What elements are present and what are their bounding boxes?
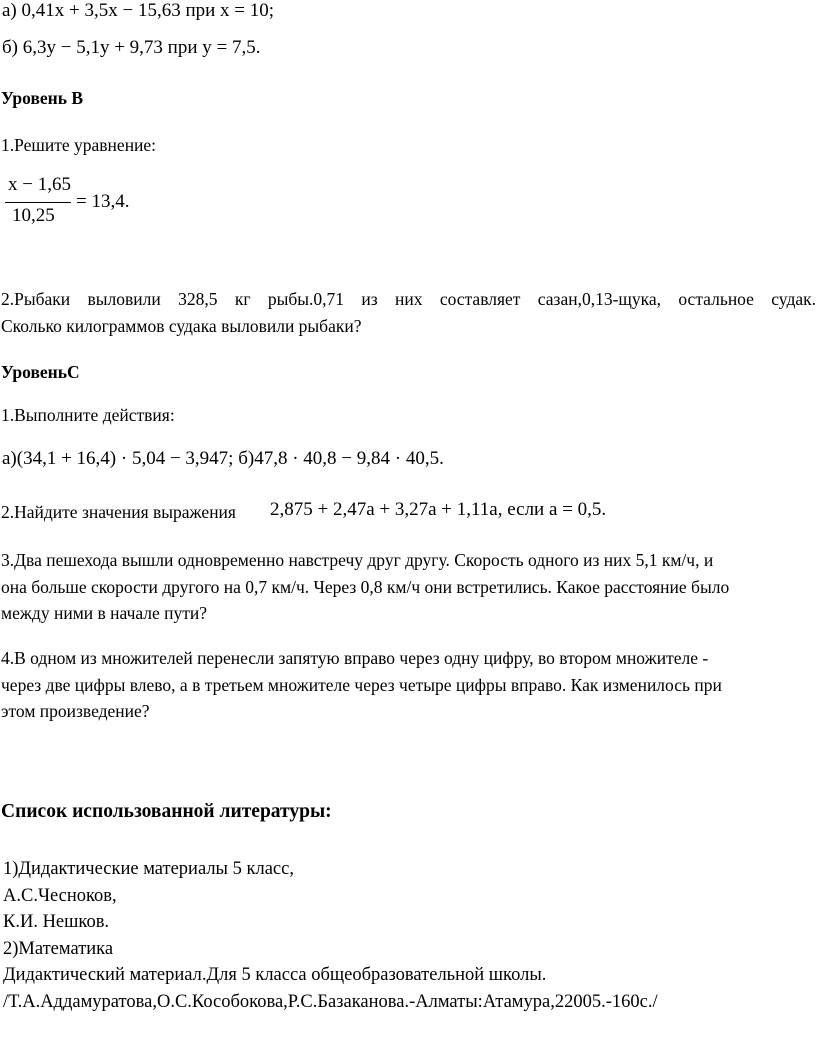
level-c-heading: УровеньС <box>1 362 80 382</box>
reference-line: /Т.А.Аддамуратова,О.С.Кособокова,Р.С.Базаканова.-Алматы:Атамура,22005.-160с./ <box>3 991 658 1012</box>
reference-line: К.И. Нешков. <box>3 912 110 932</box>
math-expression-b: б) 6,3y − 5,1y + 9,73 при y = 7,5. <box>2 37 261 58</box>
task3-line: 3.Два пешехода вышли одновременно навстречу друг другу. Скорость одного из них 5,1 км/ч, и <box>1 550 714 570</box>
level-b-heading: Уровень В <box>1 88 84 108</box>
reference-line: 1)Дидактические материалы 5 класс, <box>3 859 294 879</box>
references-heading: Список использованной литературы: <box>1 801 332 822</box>
level-c-task2-math: 2,875 + 2,47a + 3,27a + 1,11a, если a = 0,5. <box>270 499 607 520</box>
task4-line: этом произведение? <box>1 701 150 721</box>
fraction-numerator: x − 1,65 <box>8 174 71 195</box>
reference-line: А.С.Чесноков, <box>3 885 117 906</box>
fraction-bar <box>5 202 71 203</box>
task2-line: 2.Рыбаки выловили 328,5 кг рыбы.0,71 из них составляет сазан,0,13-щука, остальное судак. <box>1 289 816 309</box>
task4-line: через две цифры влево, а в третьем множителе через четыре цифры вправо. Как изменилось при <box>1 674 722 695</box>
task2-line: Сколько килограммов судака выловили рыбаки? <box>1 315 362 336</box>
level-c-task1-math: а)(34,1 + 16,4) · 5,04 − 3,947; б)47,8 · 40,8 − 9,84 · 40,5. <box>2 448 444 469</box>
level-c-task2-label: 2.Найдите значения выражения <box>1 502 236 522</box>
task4-line: 4.В одном из множителей перенесли запятую вправо через одну цифру, во втором множителе - <box>1 648 709 668</box>
reference-line: 2)Математика <box>3 938 114 959</box>
equation-rhs: = 13,4. <box>76 191 130 212</box>
level-c-task4 <box>1 645 816 725</box>
level-b-task2 <box>1 286 816 339</box>
level-b-task1-label: 1.Решите уравнение: <box>1 135 157 155</box>
task3-line: она больше скорости другого на 0,7 км/ч. Через 0,8 км/ч они встретились. Какое расстояние было <box>1 576 730 597</box>
level-c-task1-label: 1.Выполните действия: <box>1 405 175 425</box>
reference-line: Дидактический материал.Для 5 класса общеобразовательной школы. <box>3 965 547 985</box>
task3-line: между ними в начале пути? <box>1 603 208 623</box>
math-expression-a: а) 0,41x + 3,5x − 15,63 при x = 10; <box>2 0 275 21</box>
fraction-denominator: 10,25 <box>12 205 55 226</box>
references-list <box>3 856 815 1015</box>
level-c-task3 <box>1 547 816 627</box>
equation-fraction <box>2 170 72 232</box>
